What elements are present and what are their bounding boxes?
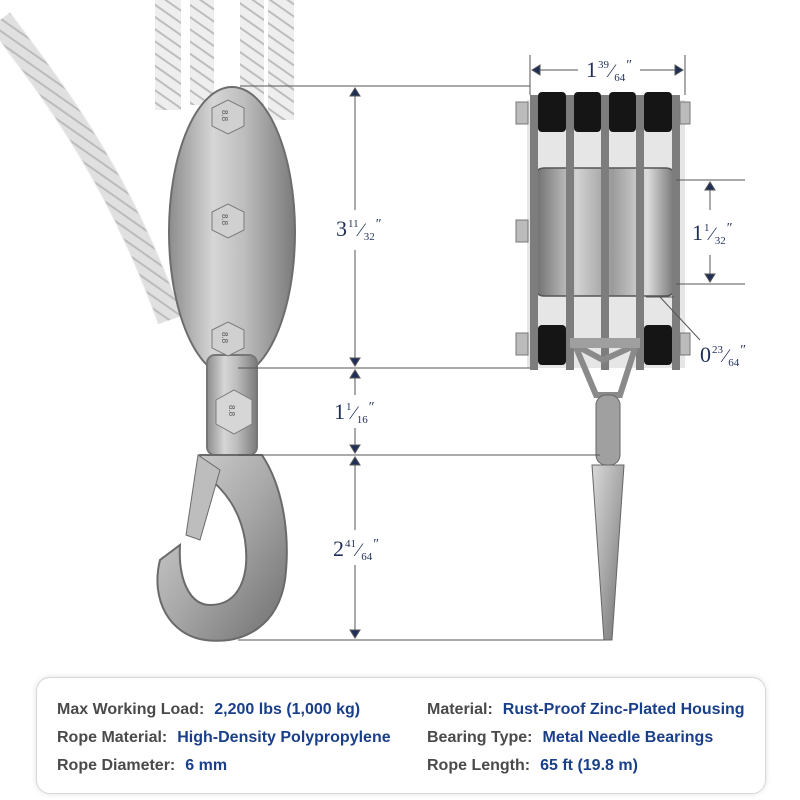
bolt-marking: 8.8	[220, 213, 230, 226]
inch-mark: ″	[726, 221, 733, 236]
spec-value: 6 mm	[185, 757, 228, 774]
inch-mark: ″	[626, 58, 633, 73]
spec-label: Rope Material:	[57, 729, 168, 746]
dimension-link-label: $1^1⁄16''$	[334, 399, 375, 426]
spec-bearing-type	[427, 729, 713, 747]
spec-material	[427, 701, 745, 719]
dimension-numerator: 1	[704, 222, 710, 234]
dimension-numerator: 11	[348, 218, 359, 230]
dimension-denominator: 32	[363, 231, 375, 243]
pulley-side-view	[157, 87, 295, 641]
dimension-numerator: 1	[346, 401, 352, 413]
dimension-body-height-label: $3^{11}⁄32''$	[336, 216, 382, 243]
spec-rope-material	[57, 729, 391, 747]
dimension-numerator: 23	[712, 344, 723, 356]
dimension-denominator: 16	[356, 414, 368, 426]
dimension-width-label: $1^{39}⁄64''$	[586, 57, 633, 84]
spec-rope-length	[427, 757, 638, 775]
spec-label: Bearing Type:	[427, 729, 533, 746]
dimension-whole: 0	[700, 342, 711, 367]
dimension-denominator: 64	[361, 551, 373, 563]
spec-label: Material:	[427, 701, 493, 718]
inch-mark: ″	[368, 400, 375, 415]
spec-rope-diameter	[57, 757, 227, 775]
spec-value: Metal Needle Bearings	[542, 729, 714, 746]
bolt-marking: 8.8	[220, 109, 230, 122]
dimension-whole: 1	[692, 220, 703, 245]
dimension-numerator: 41	[345, 538, 356, 550]
dimension-gap-label: $0^{23}⁄64''$	[700, 342, 747, 369]
spec-panel	[36, 677, 766, 794]
dimension-denominator: 64	[728, 357, 740, 369]
bolt-marking: 8.8	[220, 331, 230, 344]
inch-mark: ″	[375, 217, 382, 232]
dimension-hook-label: $2^{41}⁄64''$	[333, 536, 380, 563]
dimension-denominator: 64	[614, 72, 626, 84]
spec-label: Rope Length:	[427, 757, 531, 774]
dimension-sheave-label: $1^1⁄32''$	[692, 220, 733, 247]
spec-value: 65 ft (19.8 m)	[540, 757, 638, 774]
pulley-front-view	[516, 92, 690, 640]
bolt-marking: 8.8	[227, 404, 237, 417]
dimension-denominator: 32	[714, 235, 726, 247]
dimension-numerator: 39	[598, 59, 609, 71]
spec-value: Rust-Proof Zinc-Plated Housing	[502, 701, 745, 718]
dimension-whole: 2	[333, 536, 344, 561]
spec-value: 2,200 lbs (1,000 kg)	[214, 701, 361, 718]
spec-label: Max Working Load:	[57, 701, 205, 718]
inch-mark: ″	[740, 343, 747, 358]
dimension-whole: 3	[336, 216, 347, 241]
spec-label: Rope Diameter:	[57, 757, 176, 774]
inch-mark: ″	[373, 537, 380, 552]
dimension-whole: 1	[334, 399, 345, 424]
dimension-whole: 1	[586, 57, 597, 82]
spec-value: High-Density Polypropylene	[177, 729, 391, 746]
spec-max-load	[57, 701, 360, 719]
hook	[157, 455, 286, 641]
